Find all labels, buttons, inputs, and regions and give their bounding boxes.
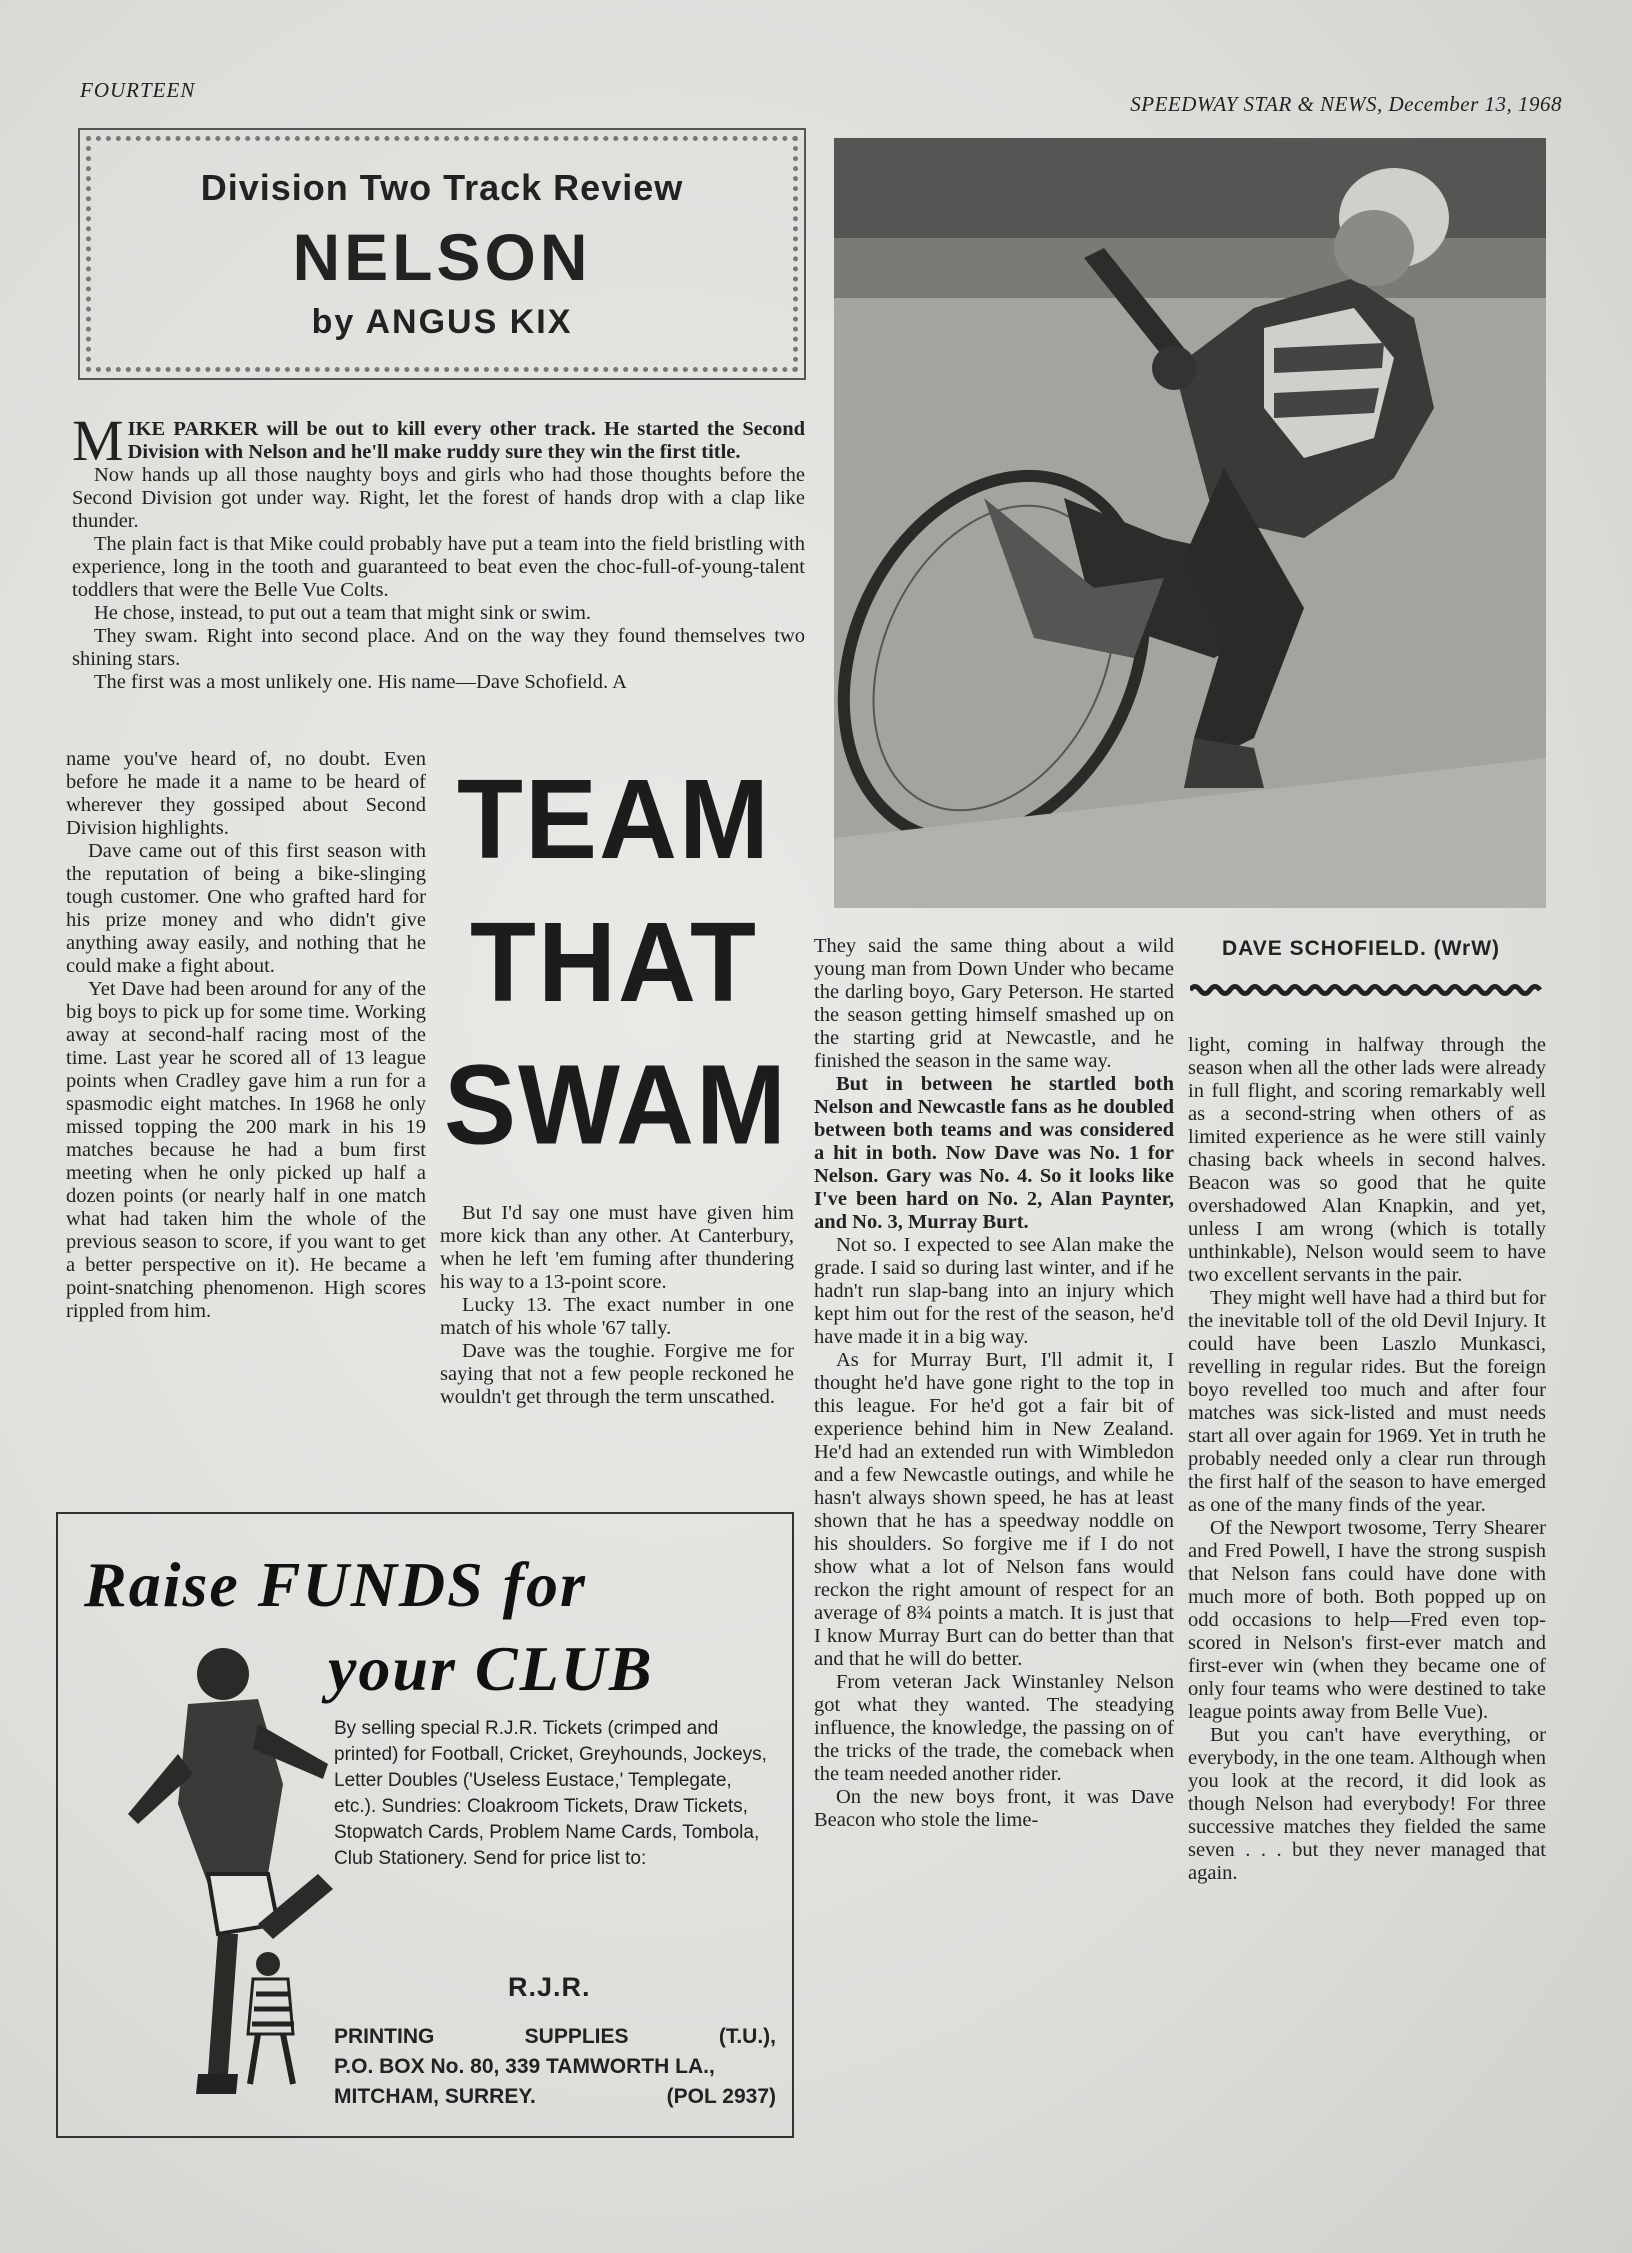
column-4: [1188, 1034, 1546, 1885]
column-paragraph: Of the Newport twosome, Terry Shearer and Fred Powell, I have the strong suspish that Nelson fans could have done with much more of both. Both popped up on odd occasions to help—Fred even top-scored in Nelson's first-ever match and first-ever win (when they became one of only four teams who were destined to take league points away from Belle Vue).: [1188, 1517, 1546, 1723]
photo-caption: DAVE SCHOFIELD. (WrW): [1222, 937, 1501, 960]
ad-title-line-1: Raise FUNDS for: [84, 1549, 587, 1620]
column-paragraph: Dave came out of this first season with the reputation of being a bike-slinging tough customer. One who grafted hard for his prize money and who didn't give anything away easily, and nothing that he could make a fight about.: [66, 840, 426, 977]
lead-paragraph: Now hands up all those naughty boys and girls who had those thoughts before the Second Division got under way. Right, let the forest of hands drop with a clap like thunder.: [72, 464, 805, 532]
column-paragraph-bold: But in between he startled both Nelson and Newcastle fans as he doubled between both teams and was considered a hit in both. Now Dave was No. 1 for Nelson. Gary was No. 4. So it looks like I've been hard on No. 2, Alan Paynter, and No. 3, Murray Burt.: [814, 1073, 1174, 1233]
lead-paragraph: They swam. Right into second place. And on the way they found themselves two shining stars.: [72, 625, 805, 670]
column-paragraph: From veteran Jack Winstanley Nelson got what they wanted. The steadying influence, the knowledge, the passing on of the tricks of the trade, the comeback when the team needed another rider.: [814, 1671, 1174, 1785]
column-paragraph: But you can't have everything, or everybody, in the one team. Although when you look at the record, it did look as though Nelson had everybody! For three successive matches they fielded the same seven . . . but they never managed that again.: [1188, 1724, 1546, 1884]
column-paragraph: Yet Dave had been around for any of the big boys to pick up for some time. Working away at second-half racing most of the time. Last year he scored all of 13 league points when Cradley gave him a run for a spasmodic eight matches. In 1968 he only missed topping the 200 mark in his 19 matches because he had a bum first meeting when he only picked up half a dozen points (or nearly half in one match what had taken him the whole of the previous season to score, if you want to get a better perspective on it). He became a point-snatching phenomenon. High scores rippled from him.: [66, 978, 426, 1322]
section-kicker: Division Two Track Review: [200, 166, 684, 208]
column-paragraph: On the new boys front, it was Dave Beacon who stole the lime-: [814, 1786, 1174, 1831]
column-paragraph: Not so. I expected to see Alan make the grade. I said so during last winter, and if he hadn't run slap-bang into an injury which kept him out for the rest of the season, he'd have made it in a big way.: [814, 1234, 1174, 1348]
speedway-rider-photo: [834, 138, 1546, 908]
lead-paragraph: The first was a most unlikely one. His name—Dave Schofield. A: [94, 671, 627, 693]
column-paragraph: Dave was the toughie. Forgive me for saying that not a few people reckoned he wouldn't get through the term unscathed.: [440, 1340, 794, 1408]
headline-line: SWAM: [444, 1040, 788, 1168]
page-number: FOURTEEN: [80, 78, 196, 102]
lead-paragraph: The plain fact is that Mike could probably have put a team into the field bristling with experience, long in the tooth and guaranteed to beat even the choc-full-of-young-talent toddlers that were the Belle Vue Colts.: [72, 533, 805, 601]
title-box-inner: [86, 136, 798, 372]
ad-company-name: R.J.R.: [508, 1972, 591, 2002]
column-paragraph: As for Murray Burt, I'll admit it, I thought he'd have gone right to the top in this league. For he'd got a fair bit of experience behind him in New Zealand. He'd had an extended run with Wimbledon and a few Newcastle outings, and while he hasn't always shown speed, he has at least shown that he has a speedway noddle on his shoulders. So forgive me if I do not show what a lot of Nelson fans would reckon the right amount of respect for an average of 8¾ points a match. It is just that I know Murray Burt can do better than that and that he will do better.: [814, 1349, 1174, 1670]
column-paragraph: light, coming in halfway through the season when all the other lads were already in full flight, and scoring remarkably well as a second-string when others of as limited experience as he were still vainly chasing back wheels in second halves. Beacon was so good that he quite overshadowed Alan Knapkin, and yet, unless I am wrong (which is totally unthinkable), Nelson would seem to have two excellent servants in the pair.: [1188, 1034, 1546, 1286]
lead-paragraphs: [72, 408, 805, 694]
lead-first-paragraph: MIKE PARKER will be out to kill every other track. He started the Second Division with Nelson and he'll make ruddy sure they win the first title.: [72, 408, 805, 473]
publication-dateline: SPEEDWAY STAR & NEWS, December 13, 1968: [1130, 92, 1562, 116]
column-2: [440, 1202, 794, 1409]
column-1: [66, 748, 426, 1323]
ad-address-line: PRINTING SUPPLIES (T.U.),: [334, 2025, 776, 2048]
ad-body-text: By selling special R.J.R. Tickets (crimped and printed) for Football, Cricket, Greyhounds, Jockeys, Letter Doubles ('Useless Eustace,' Templegate, etc.). Sundries: Cloakroom Tickets, Draw Tickets, Stopwatch Cards, Problem Name Cards, Tombola, Club Stationery. Send for price list to:: [334, 1718, 767, 1869]
column-3: [814, 935, 1174, 1832]
drop-cap: M: [72, 408, 124, 473]
ad-address: [334, 2022, 776, 2112]
headline: [444, 748, 788, 1176]
column-paragraph: They might well have had a third but for the inevitable toll of the old Devil Injury. It could have been Laszlo Munkasci, revelling in regular rides. But the foreign boyo revelled too much and after four matches was sick-listed and must needs start all over again for 1969. Yet in truth he probably needed only a clear run through the first half of the season to have emerged as one of the many finds of the year.: [1188, 1287, 1546, 1516]
article-title: NELSON: [292, 219, 592, 294]
column-paragraph: But I'd say one must have given him more kick than any other. At Canterbury, when he left 'em fuming after thundering his way to a 13-point score.: [440, 1202, 794, 1293]
headline-line: TEAM: [457, 755, 771, 883]
ad-address-line: MITCHAM, SURREY. (POL 2937): [334, 2085, 776, 2108]
column-paragraph: name you've heard of, no doubt. Even before he made it a name to be heard of wherever they gossiped about Second Division highlights.: [66, 748, 426, 839]
byline: by ANGUS KIX: [311, 302, 573, 341]
rjr-advertisement: [56, 1512, 794, 2138]
headline-line: THAT: [470, 897, 758, 1025]
column-paragraph: They said the same thing about a wild young man from Down Under who became the darling boyo, Gary Peterson. He started the season getting himself smashed up on the starting grid at Newcastle, and he finished the season in the same way.: [814, 935, 1174, 1072]
title-box: [78, 128, 806, 380]
lead-paragraph: He chose, instead, to put out a team that might sink or swim.: [94, 602, 592, 624]
ad-address-line: P.O. BOX No. 80, 339 TAMWORTH LA.,: [334, 2055, 715, 2078]
column-paragraph: Lucky 13. The exact number in one match of his whole '67 tally.: [440, 1294, 794, 1339]
footballer-illustration: [118, 1634, 338, 2114]
ad-title-line-2: your CLUB: [328, 1633, 654, 1704]
wavy-rule: [1190, 983, 1545, 997]
